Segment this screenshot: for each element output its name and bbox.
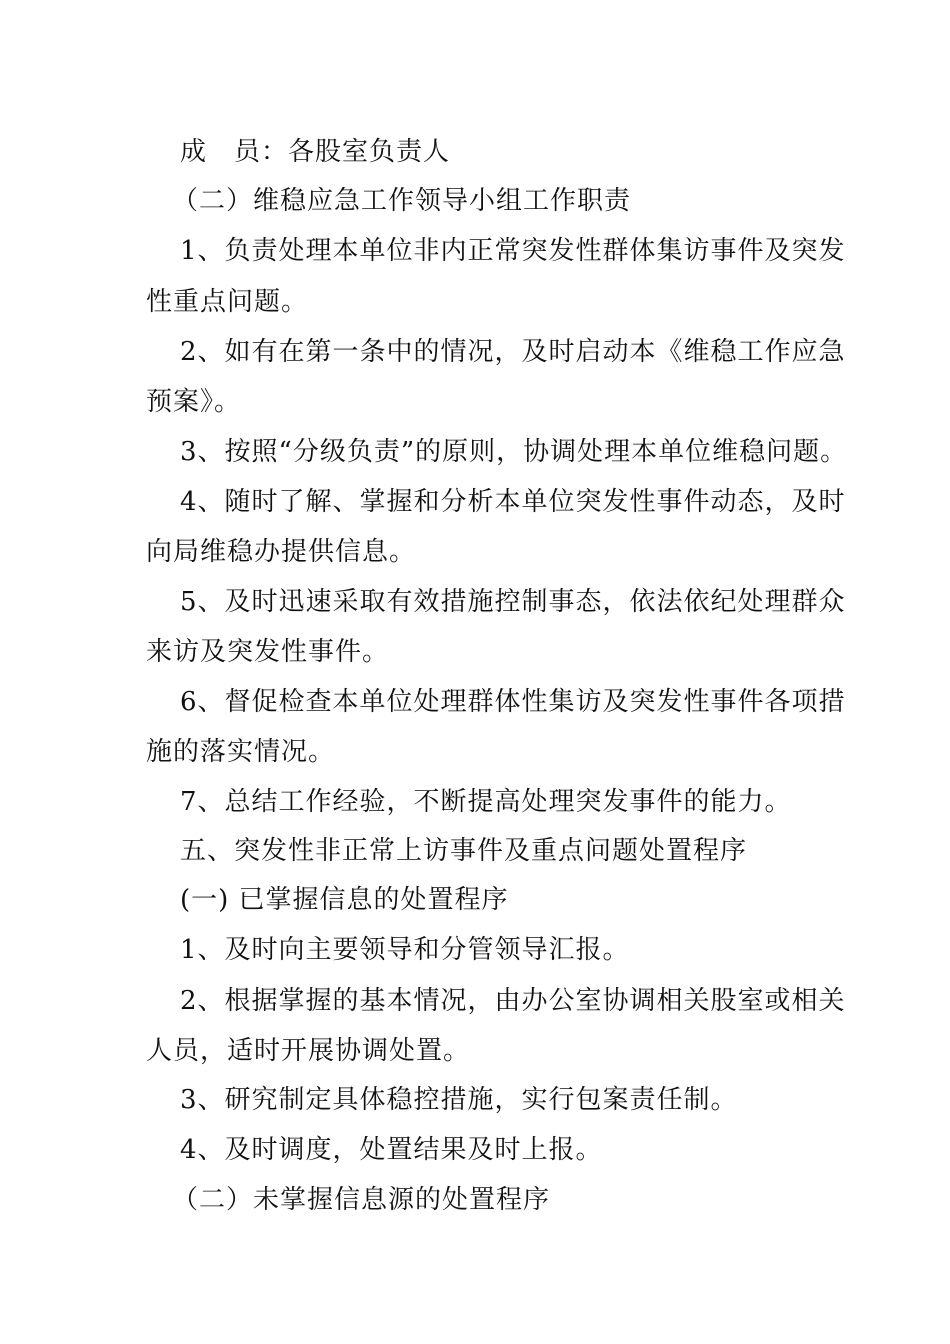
section-heading-five: 五、突发性非正常上访事件及重点问题处置程序 (180, 836, 748, 866)
duty-item-5: 5、及时迅速采取有效措施控制事态，依法依纪处理群众 (180, 587, 846, 617)
duty-item-1: 1、负责处理本单位非内正常突发性群体集访事件及突发 (180, 236, 846, 266)
procedure-item-2-cont: 人员，适时开展协调处置。 (146, 1036, 471, 1066)
procedure-item-2: 2、根据掌握的基本情况，由办公室协调相关股室或相关 (180, 986, 846, 1016)
duty-item-4-cont: 向局维稳办提供信息。 (146, 537, 417, 567)
duty-item-4: 4、随时了解、掌握和分析本单位突发性事件动态，及时 (180, 487, 846, 517)
duty-item-7: 7、总结工作经验，不断提高处理突发事件的能力。 (180, 787, 792, 817)
subsection-heading-known: (一) 已掌握信息的处置程序 (180, 885, 509, 915)
duty-item-3: 3、按照“分级负责”的原则，协调处理本单位维稳问题。 (180, 437, 848, 467)
members-line: 成 员：各股室负责人 (180, 137, 451, 167)
duty-item-1-cont: 性重点问题。 (146, 287, 309, 317)
section-heading-duties: （二）维稳应急工作领导小组工作职责 (172, 186, 632, 216)
duty-item-2: 2、如有在第一条中的情况，及时启动本《维稳工作应急 (180, 337, 846, 367)
duty-item-2-cont: 预案》。 (146, 387, 242, 417)
duty-item-6: 6、督促检查本单位处理群体性集访及突发性事件各项措 (180, 687, 846, 717)
procedure-item-3: 3、研究制定具体稳控措施，实行包案责任制。 (180, 1085, 738, 1115)
procedure-item-4: 4、及时调度，处置结果及时上报。 (180, 1135, 603, 1165)
subsection-heading-unknown: （二）未掌握信息源的处置程序 (172, 1185, 551, 1215)
duty-item-5-cont: 来访及突发性事件。 (146, 637, 390, 667)
procedure-item-1: 1、及时向主要领导和分管领导汇报。 (180, 935, 630, 965)
duty-item-6-cont: 施的落实情况。 (146, 737, 336, 767)
